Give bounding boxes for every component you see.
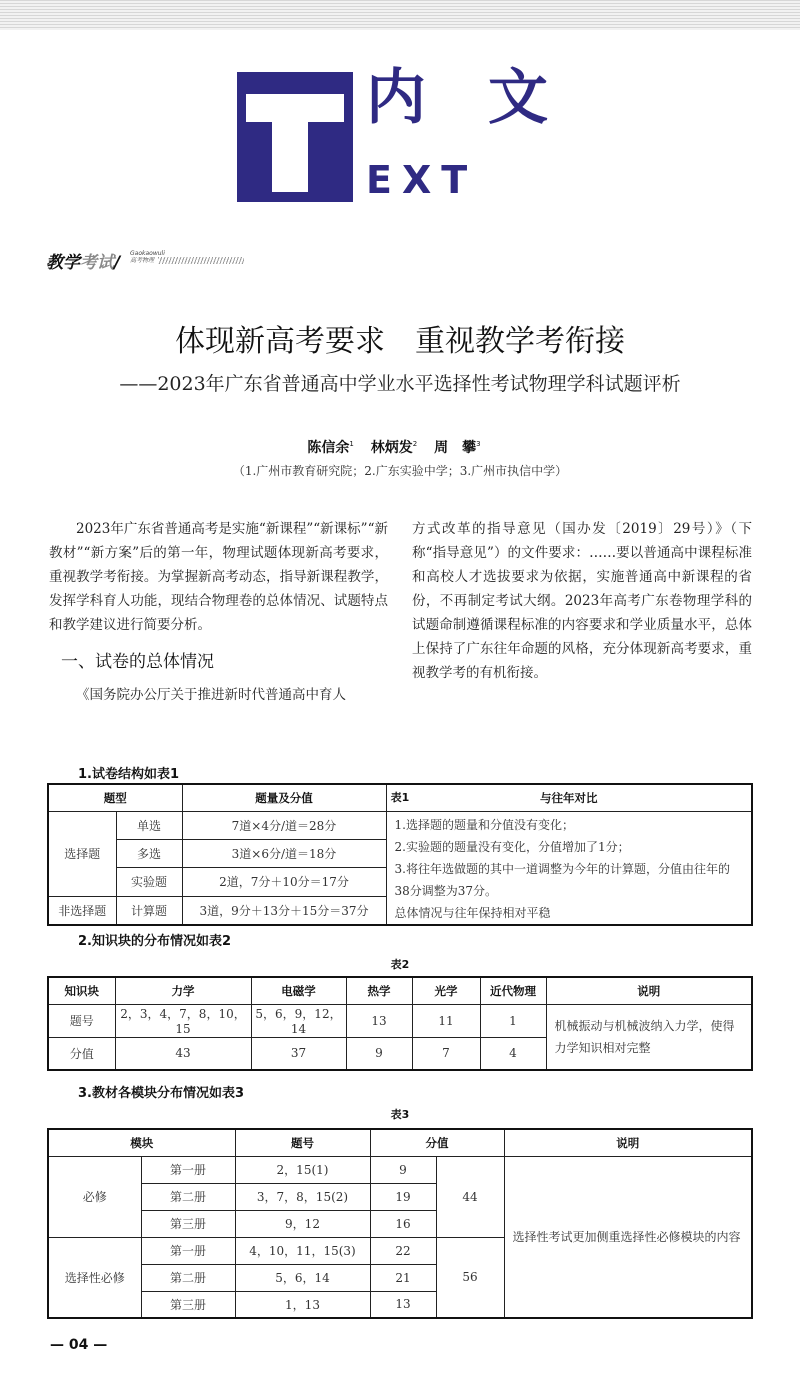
table-cell: 9	[346, 1037, 412, 1070]
table-cell: 第二册	[141, 1264, 235, 1291]
table-header: 模块	[48, 1129, 235, 1156]
table-cell: 第二册	[141, 1183, 235, 1210]
intro-paragraph: 2023年广东省普通高考是实施“新课程”“新课标”“新教材”“新方案”后的第一年，物理试题体现新高考要求，重视教学考衔接。为掌握新高考动态，指导新课程教学，发挥学科育人功能，现结合物理卷的总体情况、试题特点和教学建议进行简要分析。	[49, 521, 388, 633]
table-cell: 2道，7分＋10分＝17分	[182, 868, 386, 896]
subheading-1: 1.试卷结构如表1	[78, 767, 180, 782]
table-cell: 19	[370, 1183, 436, 1210]
column-name: 内文	[366, 63, 610, 133]
table3-caption: 表3	[390, 1108, 410, 1121]
subheading-3: 3.教材各模块分布情况如表3	[78, 1086, 245, 1101]
table-cell: 9	[370, 1156, 436, 1183]
table-header: 说明	[546, 977, 752, 1004]
table-cell: 13	[370, 1291, 436, 1318]
table2-caption: 表2	[390, 958, 410, 971]
table-header: 分值	[370, 1129, 504, 1156]
table-cell: 1，13	[235, 1291, 370, 1318]
table-cell: 2，3，4，7，8，10，15	[115, 1004, 251, 1037]
table1-caption: 表1	[390, 791, 410, 804]
table-cell: 43	[115, 1037, 251, 1070]
table-cell: 9，12	[235, 1210, 370, 1237]
author-name: 林炳发	[370, 440, 413, 456]
table-cell: 5，6，9，12，14	[251, 1004, 346, 1037]
table-cell: 1	[480, 1004, 546, 1037]
author-list: 陈信余$^1$ 林炳发$^2$ 周 攀$^3$	[307, 440, 481, 456]
table-cell: 37	[251, 1037, 346, 1070]
table-header: 题型	[48, 784, 182, 811]
table2	[47, 976, 753, 1071]
table-group-label: 选择性必修	[48, 1237, 141, 1318]
table-header: 力学	[115, 977, 251, 1004]
table-cell: 7道×4分/道＝28分	[182, 811, 386, 839]
section-tag: 教学考试/	[46, 253, 121, 273]
affiliations: （1.广州市教育研究院；2.广东实验中学；3.广州市执信中学）	[232, 464, 568, 478]
article-title: 体现新高考要求 重视教学考衔接	[175, 324, 625, 359]
table-cell: 第三册	[141, 1210, 235, 1237]
subheading-2: 2.知识块的分布情况如表2	[78, 934, 232, 949]
table-group-total: 56	[436, 1237, 504, 1318]
top-stripe-bar	[0, 0, 800, 30]
table-header: 说明	[504, 1129, 752, 1156]
table-cell: 13	[346, 1004, 412, 1037]
left-column	[49, 517, 388, 707]
table-cell: 第一册	[141, 1156, 235, 1183]
table-row-label: 题号	[48, 1004, 115, 1037]
table-cell: 21	[370, 1264, 436, 1291]
table-cell: 单选	[116, 811, 182, 839]
section-heading: 一、试卷的总体情况	[61, 652, 214, 672]
table-cell: 11	[412, 1004, 480, 1037]
article-subtitle: ——2023年广东省普通高中学业水平选择性考试物理学科试题评析	[119, 373, 681, 395]
table-header: 近代物理	[480, 977, 546, 1004]
table-header: 知识块	[48, 977, 115, 1004]
table1	[47, 783, 753, 926]
table-header: 热学	[346, 977, 412, 1004]
column-name-en: EXT	[366, 158, 478, 202]
table-row-label: 分值	[48, 1037, 115, 1070]
right-column	[412, 517, 752, 685]
table-group-label: 非选择题	[48, 896, 116, 924]
table-cell: 实验题	[116, 868, 182, 896]
table-cell: 22	[370, 1237, 436, 1264]
table-cell: 2，15(1)	[235, 1156, 370, 1183]
table-cell: 4	[480, 1037, 546, 1070]
table-group-label: 必修	[48, 1156, 141, 1237]
table-cell: 5，6，14	[235, 1264, 370, 1291]
section-paragraph-start: 《国务院办公厅关于推进新时代普通高中育人	[76, 687, 346, 703]
table-group-label: 选择题	[48, 811, 116, 896]
table3	[47, 1128, 753, 1319]
table-cell: 3道，9分＋13分＋15分＝37分	[182, 896, 386, 924]
table-note: 机械振动与机械波纳入力学，使得力学知识相对完整	[546, 1004, 752, 1070]
table-cell: 多选	[116, 839, 182, 867]
column-logo-t-stem	[272, 94, 308, 192]
table-cell: 第一册	[141, 1237, 235, 1264]
table-cell: 第三册	[141, 1291, 235, 1318]
section-tag-hatch	[158, 257, 244, 264]
table-cell: 3，7，8，15(2)	[235, 1183, 370, 1210]
table-header: 题号	[235, 1129, 370, 1156]
table-note: 选择性考试更加侧重选择性必修模块的内容	[504, 1156, 752, 1318]
table-cell: 计算题	[116, 896, 182, 924]
page-number: — 04 —	[50, 1337, 108, 1353]
table-header: 与往年对比	[386, 784, 752, 811]
table-group-total: 44	[436, 1156, 504, 1237]
table-cell: 16	[370, 1210, 436, 1237]
table-header: 题量及分值	[182, 784, 386, 811]
author-name: 陈信余	[307, 440, 350, 456]
table-cell: 4，10，11，15(3)	[235, 1237, 370, 1264]
section-tag-small: Gaokaowuli 高考物理	[130, 250, 165, 264]
table-cell: 7	[412, 1037, 480, 1070]
table-header: 光学	[412, 977, 480, 1004]
author-name: 周 攀	[434, 440, 477, 456]
table-header: 电磁学	[251, 977, 346, 1004]
right-paragraph: 方式改革的指导意见（国办发〔2019〕29号）》（下称“指导意见”）的文件要求：……要以普通高中课程标准和高校人才选拔要求为依据，实施普通高中新课程的省份，不再制定考试大纲。2023年高考广东卷物理学科的试题命制遵循课程标准的内容要求和学业质量水平，总体上保持了广东往年命题的风格，充分体现新高考要求，重视教学考的有机衔接。	[412, 521, 752, 681]
table-comparison: 1.选择题的题量和分值没有变化； 2.实验题的题量没有变化，分值增加了1分； 3.将往年选做题的其中一道调整为今年的计算题，分值由往年的38分调整为37分。 总体情况与往年保持相对平稳	[386, 811, 752, 925]
table-cell: 3道×6分/道＝18分	[182, 839, 386, 867]
